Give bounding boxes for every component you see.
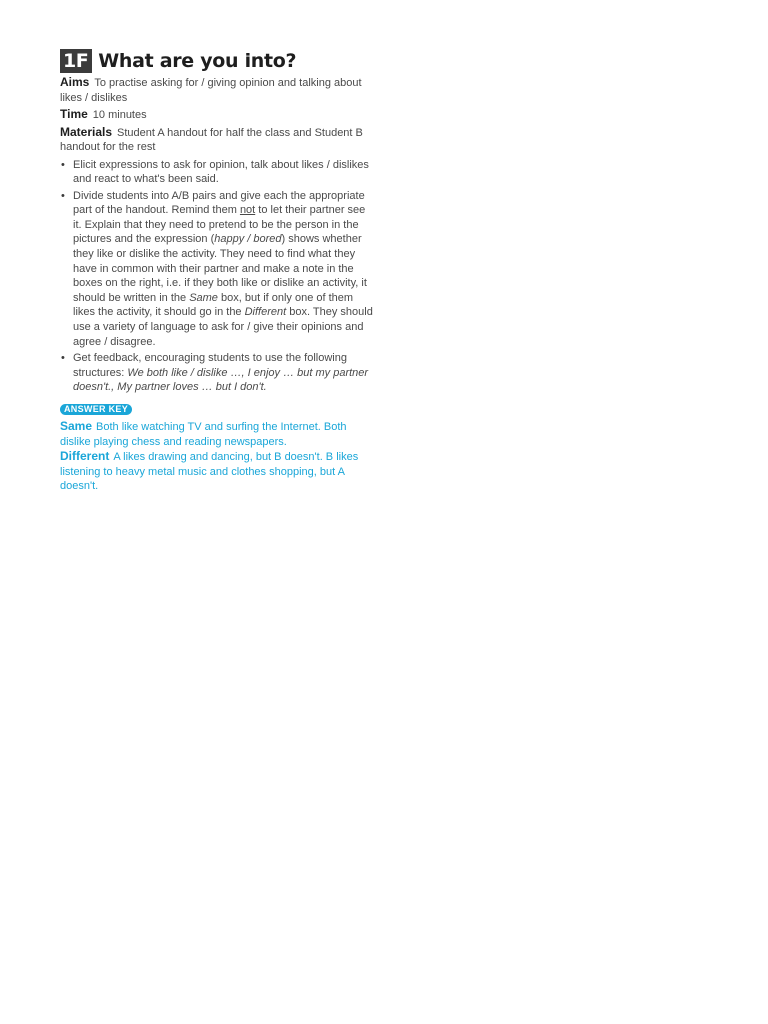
materials-text: Student A handout for half the class and Student B handout for the rest	[60, 126, 363, 153]
list-item	[60, 189, 375, 350]
italic-text: Different	[244, 306, 287, 319]
same-label: Same	[60, 419, 93, 433]
italic-text: happy / bored	[214, 233, 282, 246]
different-label: Different	[60, 449, 110, 464]
answer-different	[60, 449, 375, 494]
answer-key-badge: ANSWER KEY	[60, 404, 132, 415]
bullet-text: to let their partner see it. Explain that they need to pretend to be the person in the pictures and the expression (	[73, 204, 366, 246]
aims-label: Aims	[60, 75, 90, 89]
same-text: Both like watching TV and surfing the Internet. Both dislike playing chess and reading newspapers.	[60, 421, 347, 448]
bullet-text: Get feedback, encouraging students to use the following structures:	[73, 352, 347, 379]
underlined-text: not	[239, 204, 256, 217]
bullet-text: box, but if only one of them likes the activity, it should go in the	[73, 291, 354, 319]
aims-text: To practise asking for / giving opinion and talking about likes / dislikes	[60, 77, 362, 104]
answer-same	[60, 419, 375, 449]
bullet-text: Divide students into A/B pairs and give each the appropriate part of the handout. Remind them	[73, 189, 365, 217]
time-field	[60, 107, 375, 123]
bullet-text: box. They should use a variety of language to ask for / give their opinions and agree / disagree.	[73, 306, 373, 348]
list-item	[60, 351, 375, 395]
procedure-list	[60, 158, 375, 396]
time-label: Time	[60, 107, 88, 121]
italic-text: Same	[189, 291, 218, 304]
aims-field	[60, 75, 375, 105]
materials-field	[60, 125, 375, 155]
bullet-text: ) shows whether they like or dislike the activity. They need to find what they have in common with their partner and make a note in the boxes on the right, i.e. if they both like or dislike an activity, it should be written in the	[73, 233, 367, 304]
lesson-notes	[60, 48, 375, 494]
materials-label: Materials	[60, 124, 113, 139]
page-title: What are you into?	[98, 50, 297, 72]
title-row	[60, 48, 375, 74]
list-item	[60, 158, 375, 187]
unit-badge: 1F	[60, 49, 92, 73]
italic-text: We both like / dislike …, I enjoy … but my partner doesn't., My partner loves … but I don't.	[73, 366, 369, 394]
different-text: A likes drawing and dancing, but B doesn't. B likes listening to heavy metal music and clothes shopping, but A doesn't.	[60, 451, 359, 493]
bullet-text: Elicit expressions to ask for opinion, talk about likes / dislikes and react to what's been said.	[73, 158, 369, 186]
time-text: 10 minutes	[92, 109, 147, 121]
